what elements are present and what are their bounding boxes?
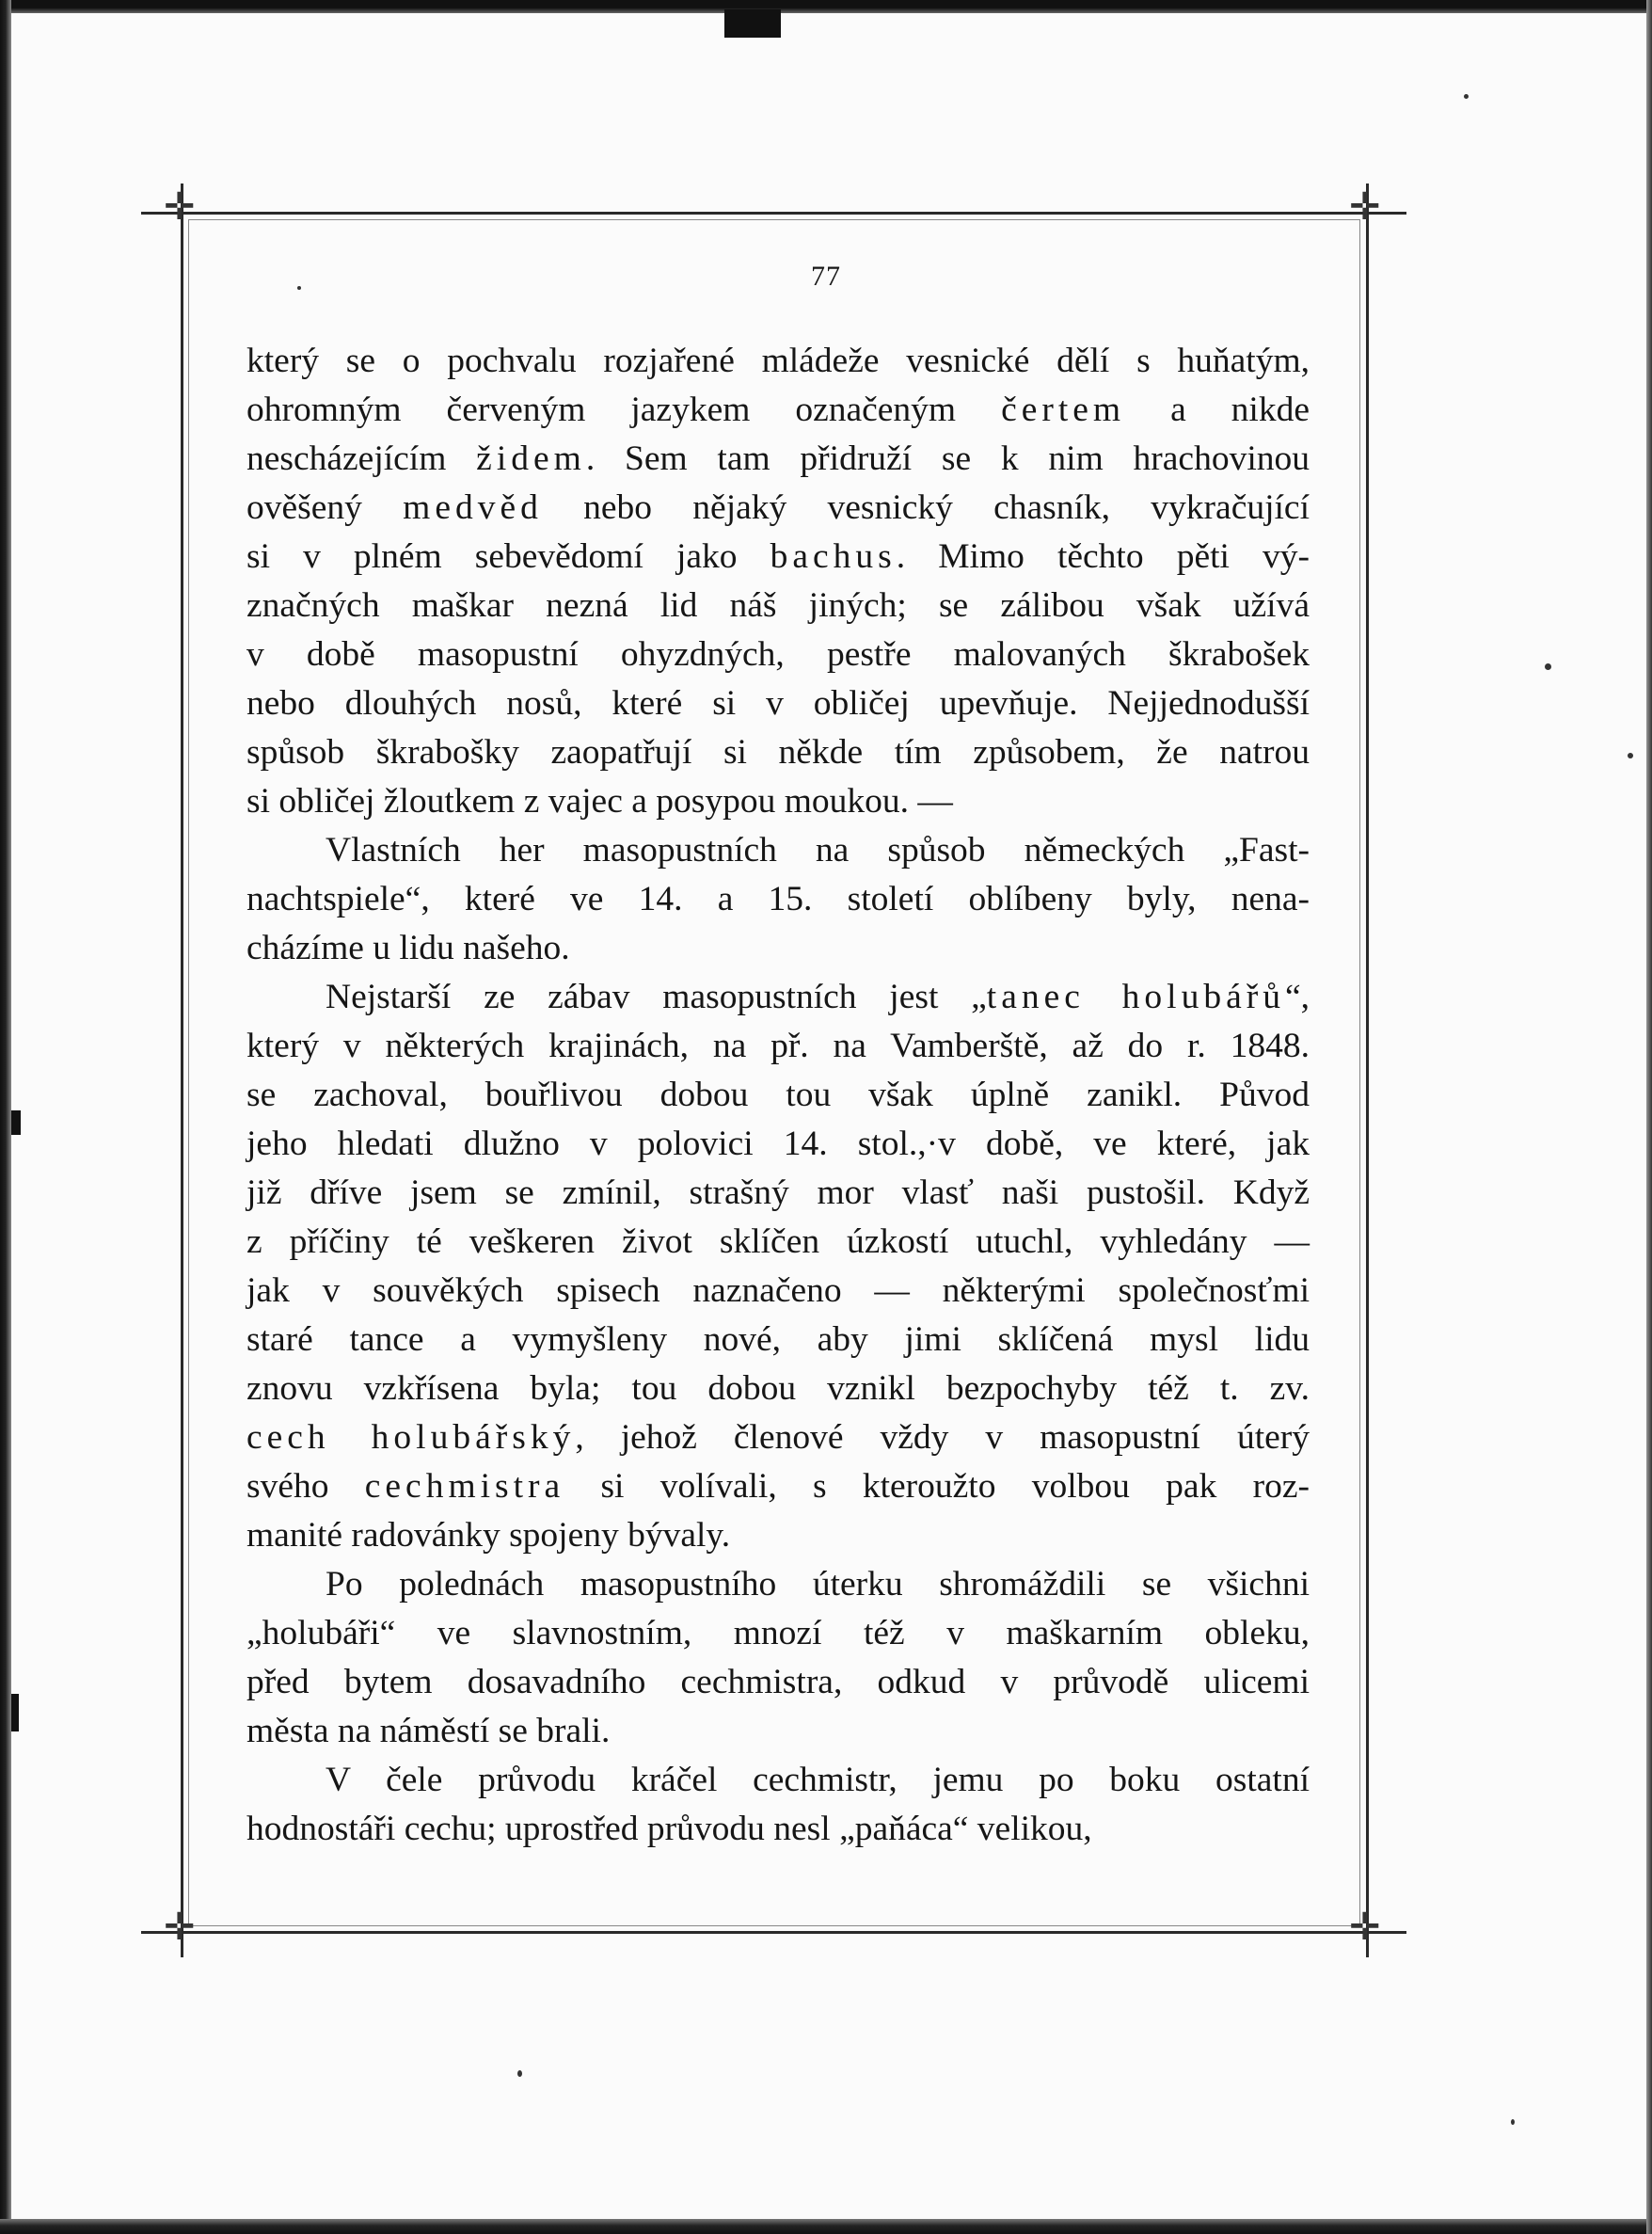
text-line <box>246 1511 1310 1560</box>
paragraph <box>246 973 1310 1560</box>
text-segment: ohromným červeným jazykem označeným <box>246 391 1002 429</box>
spaced-emphasis: židem <box>476 439 586 478</box>
corner-ornament-icon: ✛ <box>1349 1906 1381 1949</box>
text-line <box>246 1364 1310 1413</box>
scan-speck <box>517 2070 522 2077</box>
text-segment: . Mimo těchto pěti vý- <box>896 537 1310 576</box>
text-segment: Vlastních her masopustních na spůsob německých „Fast- <box>326 831 1310 870</box>
text-segment: Po polednách masopustního úterku shromáždili se všichni <box>326 1565 1310 1604</box>
text-segment: města na náměstí se brali. <box>246 1712 611 1750</box>
text-segment: spůsob škrabošky zaopatřují si někde tím způsobem, že natrou <box>246 733 1310 772</box>
corner-ornament-icon: ✛ <box>1349 185 1381 229</box>
text-segment: manité radovánky spojeny bývaly. <box>246 1516 731 1555</box>
text-segment: jak v souvěkých spisech naznačeno — některými společnosťmi <box>246 1271 1310 1310</box>
text-segment: znovu vzkřísena byla; tou dobou vznikl bezpochyby též t. zv. <box>246 1369 1310 1408</box>
scan-speck <box>1464 94 1469 99</box>
text-line <box>246 1756 1310 1805</box>
text-line <box>246 386 1310 435</box>
text-line <box>246 1120 1310 1169</box>
text-line <box>246 1805 1310 1854</box>
text-segment: který se o pochvalu rozjařené mládeže vesnické dělí s huňatým, <box>246 342 1310 380</box>
text-line <box>246 777 1310 826</box>
scan-speck <box>297 286 301 290</box>
paragraph <box>246 1756 1310 1854</box>
page-number: 77 <box>811 261 841 292</box>
text-line <box>246 435 1310 484</box>
text-segment: si obličej žloutkem z vajec a posypou moukou. — <box>246 782 953 821</box>
paragraph <box>246 826 1310 973</box>
text-line <box>246 337 1310 386</box>
text-line <box>246 1462 1310 1511</box>
text-segment: “, <box>1284 978 1310 1016</box>
text-line <box>246 1169 1310 1218</box>
body-text <box>246 337 1310 1854</box>
text-segment: se zachoval, bouřlivou dobou tou však úplně zanikl. Původ <box>246 1076 1310 1114</box>
text-segment: si v plném sebevědomí jako <box>246 537 770 576</box>
text-segment: již dříve jsem se zmínil, strašný mor vlasť naši pustošil. Když <box>246 1173 1310 1212</box>
text-segment: nebo nějaký vesnický chasník, vykračující <box>542 488 1310 527</box>
text-segment: hodnostáři cechu; uprostřed průvodu nesl „paňáca“ velikou, <box>246 1810 1092 1848</box>
text-segment: cházíme u lidu našeho. <box>246 929 570 967</box>
text-line <box>246 875 1310 924</box>
text-line <box>246 1560 1310 1609</box>
text-line <box>246 1609 1310 1658</box>
text-segment: „holubáři“ ve slavnostním, mnozí též v maškarním obleku, <box>246 1614 1310 1652</box>
corner-ornament-icon: ✛ <box>164 185 196 229</box>
text-line <box>246 1267 1310 1316</box>
text-line <box>246 1658 1310 1707</box>
text-segment: V čele průvodu kráčel cechmistr, jemu po boku ostatní <box>326 1761 1310 1799</box>
text-segment: Nejstarší ze zábav masopustních jest „ <box>326 978 987 1016</box>
text-segment: ověšený <box>246 488 404 527</box>
scan-speck <box>1628 753 1633 758</box>
text-line <box>246 1218 1310 1267</box>
text-segment: nachtspiele“, které ve 14. a 15. století oblíbeny byly, nena- <box>246 880 1310 918</box>
text-segment: jeho hledati dlužno v polovici 14. stol.,·v době, ve které, jak <box>246 1125 1310 1163</box>
spaced-emphasis: tanec holubářů <box>986 978 1285 1016</box>
text-line <box>246 728 1310 777</box>
text-segment: z příčiny té veškeren život sklíčen úzkostí utuchl, vyhledány — <box>246 1222 1310 1261</box>
text-line <box>246 1413 1310 1462</box>
scan-edge-left <box>0 0 11 2234</box>
text-segment: který v některých krajinách, na př. na Vamberště, až do r. 1848. <box>246 1027 1310 1065</box>
text-line <box>246 1316 1310 1364</box>
scan-artifact <box>724 9 781 38</box>
text-segment: si volívali, s kteroužto volbou pak roz- <box>564 1467 1310 1506</box>
text-segment: svého <box>246 1467 365 1506</box>
scan-edge-bottom <box>0 2219 1652 2234</box>
text-segment: v době masopustní ohyzdných, pestře malovaných škrabošek <box>246 635 1310 674</box>
text-line <box>246 679 1310 728</box>
spaced-emphasis: medvěd <box>403 488 543 527</box>
text-line <box>246 826 1310 875</box>
text-line <box>246 1707 1310 1756</box>
text-segment: nescházejícím <box>246 439 477 478</box>
corner-ornament-icon: ✛ <box>164 1906 196 1949</box>
paragraph <box>246 337 1310 826</box>
spaced-emphasis: čertem <box>1001 391 1126 429</box>
text-segment: nebo dlouhých nosů, které si v obličej upevňuje. Nejjednodušší <box>246 684 1310 723</box>
scan-edge-right <box>1646 0 1652 2234</box>
text-line <box>246 924 1310 973</box>
scan-speck <box>1545 663 1551 670</box>
text-line <box>246 1071 1310 1120</box>
text-segment: , jehož členové vždy v masopustní úterý <box>575 1418 1310 1457</box>
text-line <box>246 630 1310 679</box>
text-segment: . Sem tam přidruží se k nim hrachovinou <box>585 439 1310 478</box>
scan-artifact <box>11 1694 19 1731</box>
text-line <box>246 582 1310 630</box>
scan-edge-top <box>0 0 1652 13</box>
text-segment: značných maškar nezná lid náš jiných; se zálibou však užívá <box>246 586 1310 625</box>
text-line <box>246 484 1310 533</box>
text-segment: staré tance a vymyšleny nové, aby jimi sklíčená mysl lidu <box>246 1320 1310 1359</box>
spaced-emphasis: cech holubářský <box>246 1418 576 1457</box>
scan-speck <box>1511 2119 1515 2125</box>
text-segment: před bytem dosavadního cechmistra, odkud v průvodě ulicemi <box>246 1663 1310 1701</box>
scan-artifact <box>11 1110 21 1135</box>
paragraph <box>246 1560 1310 1756</box>
text-segment: a nikde <box>1125 391 1310 429</box>
spaced-emphasis: bachus <box>770 537 897 576</box>
text-line <box>246 1022 1310 1071</box>
spaced-emphasis: cechmistra <box>364 1467 565 1506</box>
text-line <box>246 533 1310 582</box>
text-line <box>246 973 1310 1022</box>
